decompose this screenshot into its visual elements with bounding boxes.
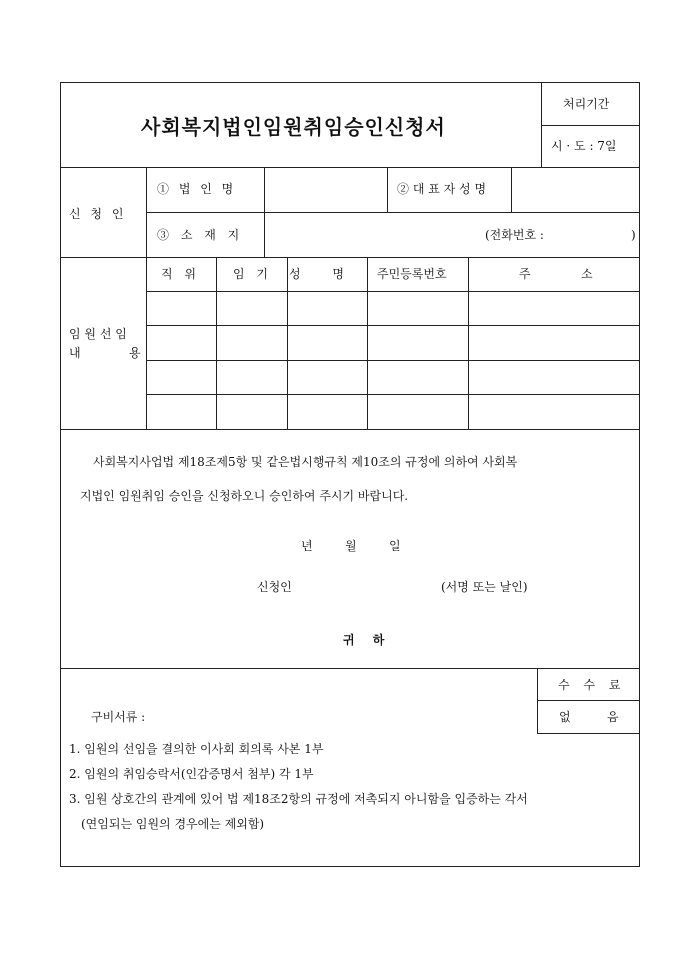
- date-year: 년: [301, 539, 313, 553]
- fee-value-b: 음: [607, 710, 619, 724]
- attachments-heading: 구비서류 :: [91, 710, 146, 724]
- fee-label: 수 수 료: [558, 678, 623, 692]
- processing-period-value: 시 · 도 : 7일: [551, 139, 617, 153]
- officer-row[interactable]: [147, 395, 638, 428]
- phone-close: ): [631, 228, 636, 242]
- form-title: 사회복지법인임원취임승인신청서: [141, 115, 446, 139]
- officers-label: 임 원 선 임: [69, 327, 127, 341]
- corp-name-field[interactable]: [265, 168, 386, 211]
- applicant-label: 신 청 인: [69, 207, 127, 221]
- address-label: ③ 소 재 지: [157, 228, 240, 242]
- signature-label: (서명 또는 날인): [441, 580, 528, 594]
- fee-value-a: 없: [559, 710, 571, 724]
- divider: [61, 429, 639, 430]
- divider: [387, 167, 388, 212]
- attachment-item: 2. 임원의 취임승락서(인감증명서 첨부) 각 1부: [69, 767, 314, 781]
- phone-field[interactable]: [567, 213, 627, 256]
- divider: [61, 257, 639, 258]
- applicant-sign-label: 신청인: [257, 580, 292, 594]
- application-form: [60, 82, 640, 867]
- header-term: 임 기: [233, 267, 268, 281]
- statement-line1: 사회복지사업법 제18조제5항 및 같은법시행규칙 제10조의 규정에 의하여 사회복: [93, 455, 518, 469]
- phone-label: (전화번호 :: [485, 228, 544, 242]
- officers-label-b: 용: [129, 346, 141, 360]
- header-resident-number: 주민등록번호: [377, 267, 447, 281]
- attachment-note: (연임되는 임원의 경우에는 제외함): [81, 817, 265, 831]
- officers-label-a: 내: [69, 346, 81, 360]
- rep-name-field[interactable]: [512, 168, 638, 211]
- divider: [537, 733, 639, 734]
- header-name: 성 명: [289, 267, 344, 281]
- attachment-item: 1. 임원의 선임을 결의한 이사회 회의록 사본 1부: [69, 742, 324, 756]
- header-address-b: 소: [581, 267, 593, 281]
- divider: [61, 668, 639, 669]
- corp-name-label: ① 법 인 명: [157, 182, 234, 196]
- header-address-a: 주: [519, 267, 531, 281]
- attachment-item: 3. 임원 상호간의 관계에 있어 법 제18조2항의 규정에 저촉되지 아니함을 입증하는 각서: [69, 792, 528, 806]
- date-day: 일: [389, 539, 401, 553]
- processing-period-label: 처리기간: [563, 97, 610, 111]
- statement-line2: 지법인 임원취임 승인을 신청하오니 승인하여 주시기 바랍니다.: [80, 489, 409, 503]
- rep-name-label: ② 대 표 자 성 명: [397, 182, 487, 196]
- officer-row[interactable]: [147, 292, 638, 324]
- divider: [541, 125, 639, 126]
- date-month: 월: [345, 539, 357, 553]
- header-position: 직 위: [161, 267, 196, 281]
- officer-row[interactable]: [147, 361, 638, 393]
- divider: [537, 700, 639, 701]
- addressee: 귀 하: [343, 633, 385, 647]
- officer-row[interactable]: [147, 326, 638, 359]
